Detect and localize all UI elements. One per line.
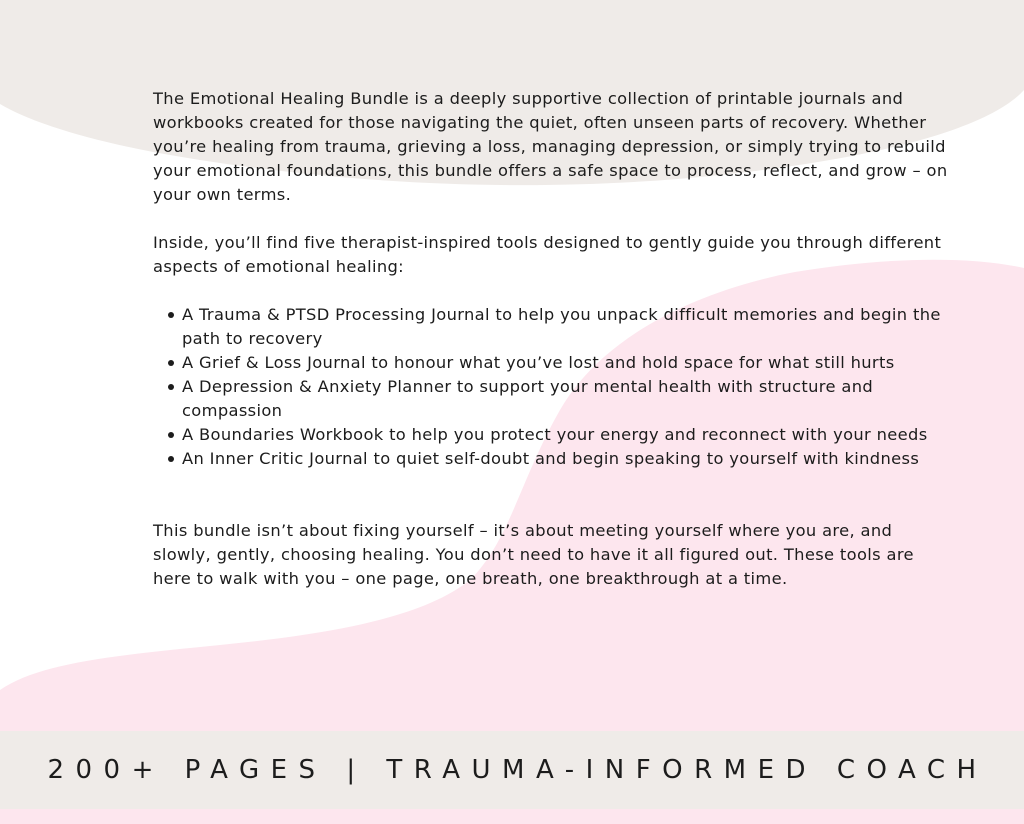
intro-paragraph: The Emotional Healing Bundle is a deeply supportive collection of printable journals and workbooks created for those navigating the quiet, often unseen parts of recovery. Whether you’re healing from trauma, grieving a loss, managing depression, or simply trying to rebuild your emotional foundations, this bundle offers a safe space to process, reflect, and grow – on your own terms. (153, 89, 948, 204)
closing-paragraph: This bundle isn’t about fixing yourself – it’s about meeting yourself where you are, and slowly, gently, choosing healing. You don’t need to have it all figured out. These tools are here to walk with you – one page, one breath, one breakthrough at a time. (153, 521, 914, 588)
list-item-boundaries-workbook: A Boundaries Workbook to help you protect your energy and reconnect with your needs (182, 423, 953, 447)
footer-pink-strip (0, 809, 1024, 824)
list-item-trauma-journal: A Trauma & PTSD Processing Journal to help you unpack difficult memories and begin the path to recovery (182, 303, 953, 351)
tools-list (153, 303, 953, 471)
footer-banner (0, 731, 1024, 809)
list-item-grief-journal: A Grief & Loss Journal to honour what you’ve lost and hold space for what still hurts (182, 351, 953, 375)
inside-paragraph: Inside, you’ll find five therapist-inspired tools designed to gently guide you through different aspects of emotional healing: (153, 233, 942, 276)
footer-tagline: 200+ PAGES | TRAUMA-INFORMED COACH (47, 755, 988, 785)
product-description (153, 87, 953, 591)
list-item-depression-planner: A Depression & Anxiety Planner to support your mental health with structure and compassion (182, 375, 953, 423)
list-item-inner-critic-journal: An Inner Critic Journal to quiet self-doubt and begin speaking to yourself with kindness (182, 447, 953, 471)
